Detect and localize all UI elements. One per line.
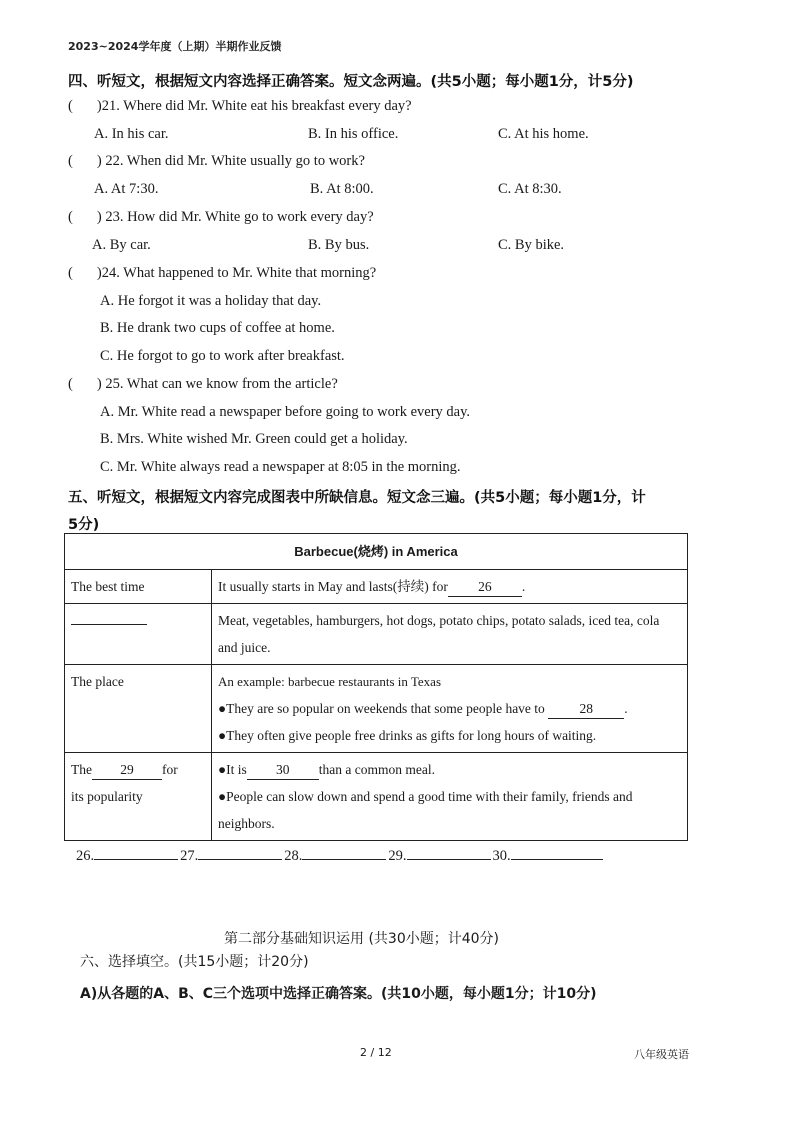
blank-27[interactable] [71,624,147,625]
bullet-line: ●People can slow down and spend a good time with their family, friends and neighbors. [218,789,633,831]
answer-blank-30[interactable] [511,859,603,860]
question-22 [68,153,365,170]
answer-blanks: 26. 27. 28. 29. 30. [76,848,605,865]
section-6-title: 六、选择填空。(共15小题；计20分) [80,954,309,970]
option-a: A. In his car. [94,126,169,142]
blank-29[interactable]: 29 [92,761,162,780]
option-a: A. At 7:30. [94,181,159,197]
option-b: B. In his office. [308,126,399,142]
question-23 [68,209,374,226]
option-a: A. He forgot it was a holiday that day. [100,293,322,309]
option-c: C. At his home. [498,126,589,142]
answer-paren[interactable]: ( ) [68,209,102,225]
question-24 [68,265,376,282]
answer-blank-29[interactable] [407,859,491,860]
answer-blank-27[interactable] [198,859,282,860]
row-content [212,753,688,841]
blank-30[interactable]: 30 [247,761,319,780]
option-b: B. Mrs. White wished Mr. Green could get a holiday. [100,431,408,447]
table-title: Barbecue(烧烤) in America [65,534,688,570]
answer-paren[interactable]: ( ) [68,98,102,114]
row-label: The 29 for its popularity [65,753,212,841]
question-stem: 24. What happened to Mr. White that morning? [101,265,377,281]
option-b: B. He drank two cups of coffee at home. [100,320,335,336]
part-2-title: 第二部分基础知识运用 (共30小题；计40分) [224,931,500,947]
row-label-blank[interactable] [65,604,212,665]
row-label: The place [65,665,212,753]
question-stem: 25. What can we know from the article? [105,376,338,392]
bullet-line: ●They are so popular on weekends that some people have to 28 . [218,695,681,722]
table-row [65,753,688,841]
option-c: C. At 8:30. [498,181,562,197]
page-header: 2023~2024学年度（上期）半期作业反馈 [68,40,282,53]
answer-blank-28[interactable] [302,859,386,860]
table-row [65,570,688,604]
page-number: 2 / 12 [360,1046,392,1059]
subject-label: 八年级英语 [634,1048,689,1061]
question-25 [68,376,338,393]
option-a: A. Mr. White read a newspaper before going to work every day. [100,404,471,420]
row-content: Meat, vegetables, hamburgers, hot dogs, potato chips, potato salads, iced tea, cola and juice. [212,604,688,665]
row-content [212,665,688,753]
answer-paren[interactable]: ( ) [68,153,102,169]
section-a-title: A)从各题的A、B、C三个选项中选择正确答案。(共10小题，每小题1分；计10分) [80,986,597,1002]
bullet-line: ●They often give people free drinks as gifts for long hours of waiting. [218,728,597,743]
section-4-title: 四、听短文，根据短文内容选择正确答案。短文念两遍。(共5小题；每小题1分，计5分) [68,74,634,90]
question-stem: 23. How did Mr. White go to work every day? [105,209,374,225]
option-b: B. By bus. [308,237,370,253]
answer-blank-26[interactable] [94,859,178,860]
section-5-title: 五、听短文，根据短文内容完成图表中所缺信息。短文念三遍。(共5小题；每小题1分，计 [68,490,646,506]
blank-28[interactable]: 28 [548,700,624,719]
table-row [65,665,688,753]
table-row [65,604,688,665]
bullet-line: ●It is 30 than a common meal. [218,756,681,783]
row-label: The best time [65,570,212,604]
option-c: C. By bike. [498,237,565,253]
option-c: C. He forgot to go to work after breakfast. [100,348,345,364]
option-b: B. At 8:00. [310,181,374,197]
answer-paren[interactable]: ( ) [68,376,102,392]
question-stem: 22. When did Mr. White usually go to work? [105,153,365,169]
option-a: A. By car. [92,237,151,253]
example-line: An example: barbecue restaurants in Texas [218,674,442,689]
question-21 [68,98,412,115]
question-stem: 21. Where did Mr. White eat his breakfast every day? [101,98,412,114]
option-c: C. Mr. White always read a newspaper at 8:05 in the morning. [100,459,461,475]
row-content: It usually starts in May and lasts(持续) for 26 . [212,570,688,604]
section-5-title-cont: 5分) [68,517,100,533]
barbecue-table [64,533,688,841]
answer-paren[interactable]: ( ) [68,265,102,281]
blank-26[interactable]: 26 [448,578,522,597]
